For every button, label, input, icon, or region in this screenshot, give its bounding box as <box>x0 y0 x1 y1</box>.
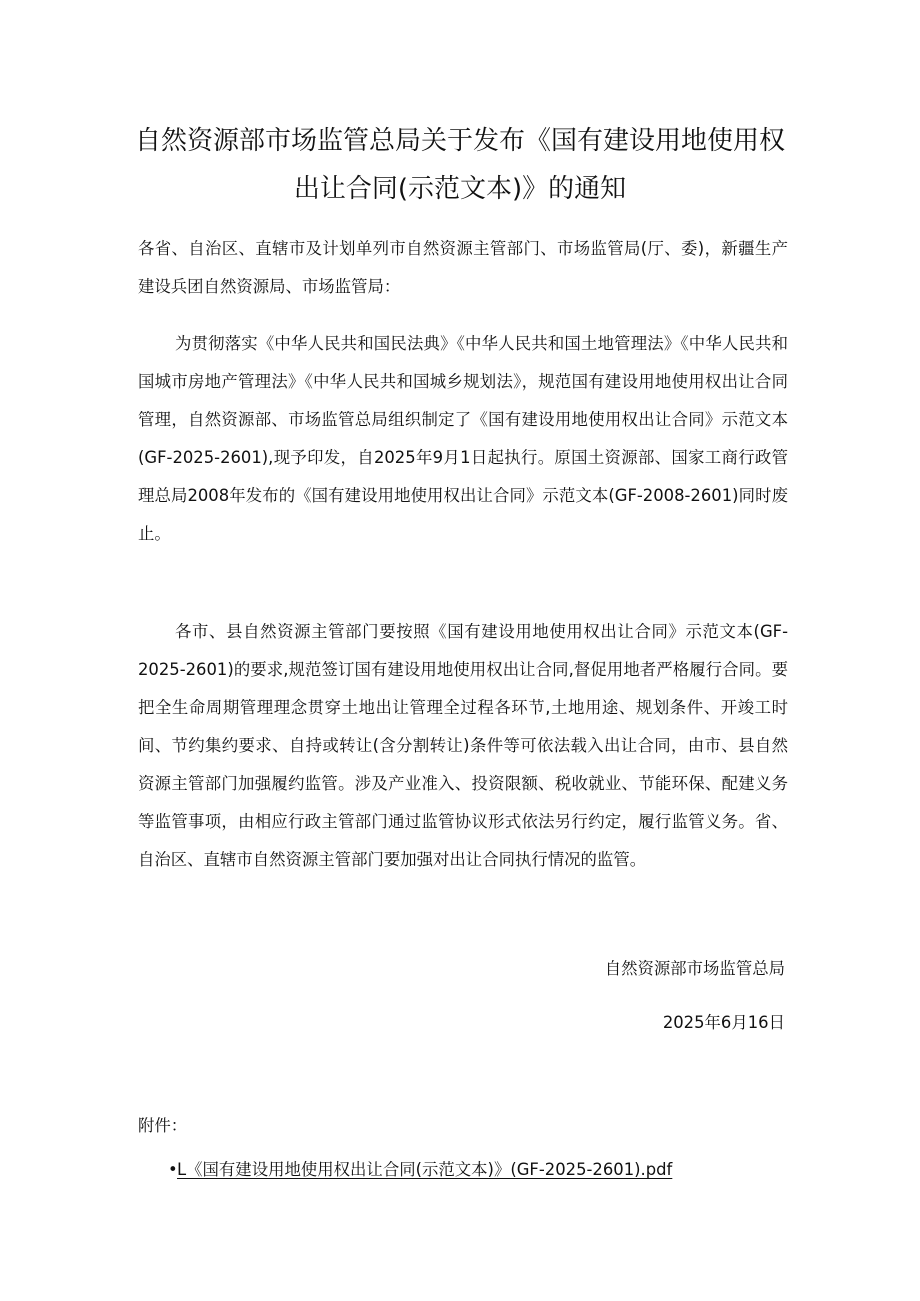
attachment-item <box>168 1151 672 1189</box>
attachment-label: 附件： <box>138 1116 188 1135</box>
issue-date: 2025年6月16日 <box>662 1013 785 1032</box>
title-line-2: 出让合同(示范文本)》的通知 <box>293 174 627 204</box>
title-line-1: 自然资源部市场监管总局关于发布《国有建设用地使用权 <box>134 126 785 156</box>
page-title <box>120 117 800 213</box>
paragraph-1: 为贯彻落实《中华人民共和国民法典》《中华人民共和国土地管理法》《中华人民共和国城市房地产管理法》《中华人民共和国城乡规划法》，规范国有建设用地使用权出让合同管理，自然资源部、市场监管总局组织制定了《国有建设用地使用权出让合同》示范文本(GF-2025-2601),现予印发，自2025年9月1日起执行。原国土资源部、国家工商行政管理总局2008年发布的《国有建设用地使用权出让合同》示范文本(GF-2008-2601)同时废止。 <box>138 334 788 543</box>
issuer-signature: 自然资源部市场监管总局 <box>604 959 785 978</box>
bullet-icon: • <box>168 1160 178 1179</box>
salutation: 各省、自治区、直辖市及计划单列市自然资源主管部门、市场监管局(厅、委)，新疆生产建设兵团自然资源局、市场监管局： <box>138 239 788 296</box>
paragraph-2: 各市、县自然资源主管部门要按照《国有建设用地使用权出让合同》示范文本(GF-2025-2601)的要求,规范签订国有建设用地使用权出让合同,督促用地者严格履行合同。要把全生命周期管理理念贯穿土地出让管理全过程各环节,土地用途、规划条件、开竣工时间、节约集约要求、自持或转让(含分割转让)条件等可依法载入出让合同，由市、县自然资源主管部门加强履约监管。涉及产业准入、投资限额、税收就业、节能环保、配建义务等监管事项，由相应行政主管部门通过监管协议形式依法另行约定，履行监管义务。省、自治区、直辖市自然资源主管部门要加强对出让合同执行情况的监管。 <box>138 622 788 869</box>
attachment-link[interactable]: L《国有建设用地使用权出让合同(示范文本)》(GF-2025-2601).pdf <box>177 1160 673 1179</box>
